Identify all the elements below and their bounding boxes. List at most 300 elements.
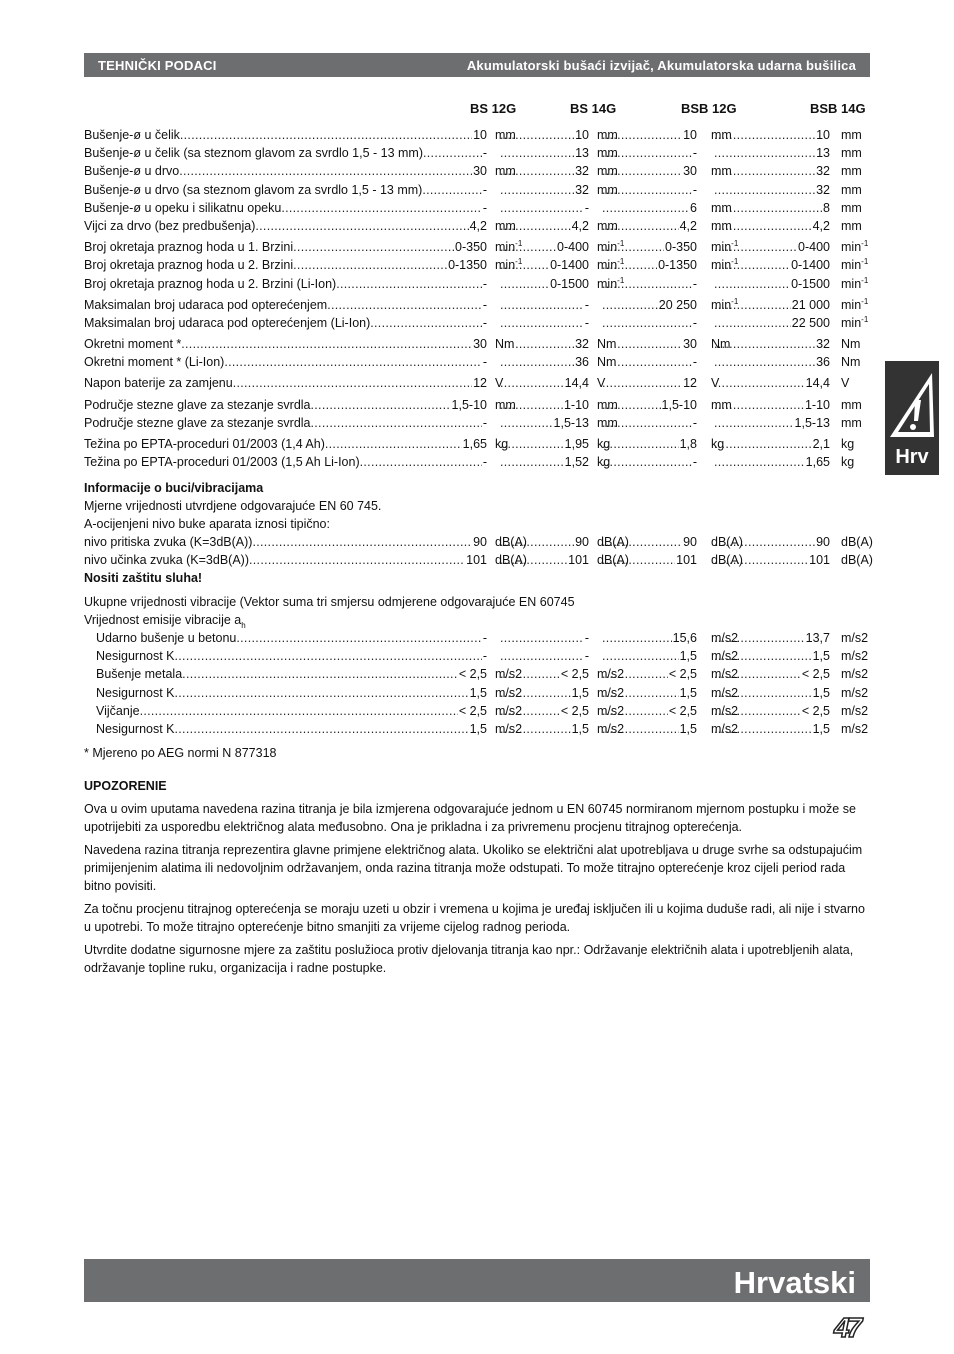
row-unit: kg (597, 437, 611, 451)
value-cell (84, 335, 487, 353)
row-label: Bušenje-ø u opeku i silikatnu opeku (84, 200, 282, 215)
value-cell (84, 414, 487, 432)
row-value: - (692, 146, 697, 161)
row-value: - (584, 200, 589, 215)
value-cell (500, 181, 589, 199)
row-unit: m/s2 (597, 685, 625, 700)
value-cell (84, 238, 487, 256)
dot-leader (500, 435, 564, 453)
dot-leader (602, 396, 661, 414)
row-value: 90 (575, 535, 589, 549)
row-unit: mm (597, 146, 618, 161)
row-unit: kg (841, 455, 855, 470)
row-unit: mm (597, 164, 618, 179)
value-cell (500, 275, 589, 293)
row-unit: m/s2 (841, 703, 869, 718)
dot-leader (327, 296, 482, 314)
dot-leader (500, 684, 571, 702)
dot-leader (602, 684, 679, 702)
dot-leader (714, 314, 791, 332)
row-value: 15,6 (672, 631, 697, 645)
spec-row (84, 199, 874, 217)
dot-leader (602, 702, 668, 720)
row-unit: mm (597, 218, 618, 233)
row-unit: V (711, 376, 720, 391)
spec-row (84, 217, 874, 235)
noise-heading: Informacije o buci/vibracijama (84, 481, 264, 495)
value-cell (500, 217, 589, 235)
row-unit: $\min^{-1}$ (711, 239, 739, 255)
row-value: 32 (575, 182, 589, 197)
language-side-tab (885, 361, 939, 475)
row-label: Težina po EPTA-proceduri 01/2003 (1,4 Ah) (84, 437, 325, 451)
row-value: - (482, 297, 487, 312)
row-label: Okretni moment * (Li-Ion) (84, 355, 225, 370)
value-cell (714, 256, 830, 274)
dot-leader (175, 684, 469, 702)
row-value: 30 (473, 164, 487, 179)
row-unit: mm (495, 128, 516, 142)
row-label: nivo učinka zvuka (K=3dB(A)) (84, 553, 250, 568)
value-cell (714, 199, 830, 217)
dot-leader (714, 533, 815, 551)
row-unit: m/s2 (711, 721, 739, 736)
dot-leader (602, 144, 692, 162)
row-value: 90 (683, 535, 697, 549)
value-cell (500, 144, 589, 162)
row-unit: m/s2 (495, 685, 523, 700)
row-value: < 2,5 (801, 703, 830, 718)
warning-paragraph: Za točnu procjenu titrajnog opterećenja se moraju uzeti u obzir i vremena u kojima je uređaj isključen ili u kojima duduše radi, ali nije i stvarno u upotrebi. To može titrajno opterećenje bitno smanjiti za vrijeme cijelog radnog perioda. (84, 902, 865, 934)
row-value: 90 (816, 535, 830, 549)
row-value: 4,2 (679, 218, 697, 233)
row-unit: mm (711, 128, 732, 142)
row-value: - (482, 200, 487, 215)
row-unit: $\min^{-1}$ (711, 257, 739, 273)
row-unit: Nm (841, 355, 861, 370)
value-cell (714, 162, 830, 180)
row-unit: V (841, 376, 850, 391)
value-cell (96, 702, 487, 720)
row-unit: Nm (711, 337, 731, 352)
dot-leader (714, 647, 812, 665)
row-value: 0-350 (665, 240, 697, 255)
value-cell (714, 414, 830, 432)
row-value: 1,5-10 (451, 397, 487, 412)
row-value: 8 (823, 200, 830, 215)
row-unit: kg (597, 455, 611, 470)
value-cell (714, 374, 830, 392)
row-unit: mm (841, 164, 862, 179)
value-cell (84, 162, 487, 180)
dot-leader (140, 702, 458, 720)
row-value: < 2,5 (668, 667, 697, 682)
row-unit: dB(A) (495, 535, 527, 549)
row-value: - (482, 455, 487, 470)
spec-row (84, 396, 874, 414)
value-cell (714, 453, 830, 471)
dot-leader (602, 275, 692, 293)
value-cell (500, 414, 589, 432)
row-value: 10 (683, 128, 697, 142)
row-unit: m/s2 (841, 649, 869, 664)
row-value: 22 500 (791, 315, 830, 330)
value-cell (602, 396, 697, 414)
spec-table (84, 126, 874, 471)
row-value: 101 (568, 553, 589, 568)
row-value: - (692, 355, 697, 370)
dot-leader (714, 453, 805, 471)
row-value: 0-1500 (791, 276, 830, 291)
value-cell (500, 453, 589, 471)
row-label: Nesigurnost K (96, 649, 175, 664)
noise-rows (84, 533, 874, 569)
row-unit: mm (597, 415, 618, 430)
value-cell (714, 144, 830, 162)
value-cell (500, 551, 589, 569)
row-value: 6 (690, 200, 697, 215)
value-cell (714, 126, 830, 144)
row-label: Bušenje-ø u drvo (84, 164, 180, 179)
row-label: Vijci za drvo (bez predbušenja) (84, 218, 256, 233)
value-cell (602, 533, 697, 551)
value-cell (500, 126, 589, 144)
value-cell (84, 256, 487, 274)
row-value: - (482, 649, 487, 664)
dot-leader (311, 414, 482, 432)
dot-leader (175, 720, 469, 738)
dot-leader (714, 720, 812, 738)
row-value: 1,5 (812, 721, 830, 736)
row-value: 0-400 (557, 240, 589, 255)
row-value: 1-10 (804, 397, 830, 412)
value-cell (500, 396, 589, 414)
row-value: 101 (809, 553, 830, 568)
value-cell (602, 217, 697, 235)
row-unit: $\min^{-1}$ (711, 296, 739, 312)
dot-leader (602, 181, 692, 199)
warning-heading: UPOZORENIE (84, 779, 167, 793)
row-unit: mm (597, 182, 618, 197)
spec-row (84, 374, 874, 392)
row-value: - (482, 355, 487, 370)
row-unit: m/s2 (597, 667, 625, 682)
spec-row (84, 453, 874, 471)
row-value: < 2,5 (458, 667, 487, 682)
row-value: 12 (473, 376, 487, 391)
row-value: - (482, 276, 487, 291)
row-value: 0-1500 (550, 276, 589, 291)
row-unit: $\min^{-1}$ (841, 275, 869, 291)
row-value: 1,5-10 (661, 397, 697, 412)
row-label: Nesigurnost K (96, 721, 175, 736)
row-value: 1,5-13 (794, 415, 830, 430)
value-cell (96, 647, 487, 665)
row-value: 4,2 (812, 218, 830, 233)
value-cell (84, 533, 487, 551)
header-bar (84, 53, 870, 77)
row-unit: $\min^{-1}$ (597, 239, 625, 255)
dot-leader (602, 374, 682, 392)
value-cell (714, 702, 830, 720)
row-unit: dB(A) (841, 535, 873, 549)
product-title: Akumulatorski bušaći izvijač, Akumulatorska udarna bušilica (466, 57, 856, 73)
row-value: < 2,5 (560, 667, 589, 682)
row-unit: V (597, 376, 606, 391)
dot-leader (714, 162, 815, 180)
value-cell (84, 144, 487, 162)
dot-leader (500, 665, 560, 683)
row-value: 4,2 (469, 218, 487, 233)
row-value: - (482, 415, 487, 430)
row-value: 36 (575, 355, 589, 370)
row-value: - (584, 631, 589, 645)
dot-leader (602, 335, 682, 353)
value-cell (602, 720, 697, 738)
noise-section (84, 479, 874, 587)
spec-row (84, 275, 874, 293)
row-unit: mm (711, 164, 732, 179)
row-unit: mm (841, 415, 862, 430)
row-value: 1,65 (805, 455, 830, 470)
row-value: < 2,5 (458, 703, 487, 718)
row-value: 1,95 (564, 437, 589, 451)
dot-leader (500, 374, 564, 392)
dot-leader (714, 551, 808, 569)
row-label: Bušenje-ø u drvo (sa steznom glavom za svrdlo 1,5 - 13 mm) (84, 182, 423, 197)
row-label: Napon baterije za zamjenu (84, 376, 233, 391)
row-unit: dB(A) (711, 553, 743, 568)
row-label: Bušenje-ø u čelik (sa steznom glavom za svrdlo 1,5 - 13 mm) (84, 146, 424, 161)
value-cell (714, 720, 830, 738)
value-cell (500, 256, 589, 274)
dot-leader (602, 453, 692, 471)
dot-leader (602, 533, 682, 551)
dot-leader (224, 353, 482, 371)
footer-bar (84, 1259, 870, 1302)
col-head-bs12g: BS 12G (470, 101, 517, 116)
row-unit: m/s2 (495, 721, 523, 736)
row-label: Bušenje-ø u čelik (84, 128, 180, 142)
value-cell (500, 238, 589, 256)
row-unit: mm (841, 397, 862, 412)
dot-leader (236, 629, 481, 647)
row-value: - (482, 631, 487, 645)
value-cell (602, 181, 697, 199)
row-value: 13,7 (805, 631, 830, 645)
col-head-bs14g: BS 14G (570, 101, 617, 116)
dot-leader (281, 199, 481, 217)
row-label: Broj okretaja praznog hoda u 1. Brzini (84, 240, 294, 255)
row-unit: $\min^{-1}$ (597, 275, 625, 291)
dot-leader (293, 238, 454, 256)
row-label: Broj okretaja praznog hoda u 2. Brzini (84, 258, 294, 273)
value-cell (500, 702, 589, 720)
row-label: Područje stezne glave za stezanje svrdla (84, 397, 311, 412)
row-unit: m/s2 (841, 721, 869, 736)
value-cell (84, 314, 487, 332)
dot-leader (500, 296, 584, 314)
row-value: - (584, 315, 589, 330)
dot-leader (500, 353, 574, 371)
dot-leader (714, 684, 812, 702)
dot-leader (500, 414, 553, 432)
row-label: nivo pritiska zvuka (K=3dB(A)) (84, 535, 253, 549)
value-cell (714, 275, 830, 293)
dot-leader (500, 199, 584, 217)
dot-leader (500, 453, 564, 471)
value-cell (500, 353, 589, 371)
vibration-rows (84, 629, 874, 738)
column-headers (0, 101, 954, 119)
spec-row (84, 353, 874, 371)
vibration-line-1: Ukupne vrijednosti vibracije (Vektor suma tri smjersu odmjerene odgovarajuće EN 60745 (84, 595, 575, 609)
dot-leader (500, 217, 571, 235)
spec-row (84, 684, 874, 702)
dot-leader (602, 665, 668, 683)
page-number: 47 (834, 1312, 860, 1343)
row-unit: m/s2 (711, 685, 739, 700)
dot-leader (714, 256, 790, 274)
value-cell (500, 684, 589, 702)
spec-row (84, 414, 874, 432)
dot-leader (602, 551, 675, 569)
value-cell (84, 435, 487, 453)
row-unit: $\min^{-1}$ (841, 296, 869, 312)
spec-row (84, 296, 874, 314)
dot-leader (179, 162, 472, 180)
value-cell (500, 162, 589, 180)
spec-row (84, 144, 874, 162)
row-label: Maksimalan broj udaraca pod opterećenjem (Li-Ion) (84, 315, 371, 330)
value-cell (714, 314, 830, 332)
spec-row (84, 314, 874, 332)
value-cell (500, 314, 589, 332)
dot-leader (714, 144, 815, 162)
vibration-section (84, 593, 874, 762)
value-cell (602, 647, 697, 665)
row-unit: Nm (597, 355, 617, 370)
value-cell (602, 162, 697, 180)
row-unit: m/s2 (495, 703, 523, 718)
row-value: 1,5 (571, 685, 589, 700)
row-unit: dB(A) (841, 553, 873, 568)
dot-leader (714, 665, 801, 683)
value-cell (602, 665, 697, 683)
value-cell (84, 551, 487, 569)
value-cell (84, 126, 487, 144)
dot-leader (500, 181, 574, 199)
dot-leader (423, 144, 482, 162)
dot-leader (602, 199, 689, 217)
dot-leader (180, 126, 472, 144)
value-cell (602, 374, 697, 392)
value-cell (500, 374, 589, 392)
row-label: Udarno bušenje u betonu (96, 631, 237, 645)
warning-paragraph: Utvrdite dodatne sigurnosne mjere za zaštitu poslužioca protiv djelovanja titranja kao npr.: Održavanje električnih alata i upotrebljenih alata, održavanje topline ruku, organizacija i radne postupke. (84, 943, 854, 975)
row-label: Područje stezne glave za stezanje svrdla (84, 415, 311, 430)
row-label: Maksimalan broj udaraca pod opterećenjem (84, 297, 328, 312)
value-cell (602, 314, 697, 332)
row-label: Bušenje metala (96, 667, 183, 682)
dot-leader (182, 665, 458, 683)
row-value: 1,65 (462, 437, 487, 451)
value-cell (96, 629, 487, 647)
row-value: < 2,5 (801, 667, 830, 682)
dot-leader (500, 551, 567, 569)
dot-leader (311, 396, 451, 414)
row-value: 14,4 (805, 376, 830, 391)
value-cell (500, 296, 589, 314)
dot-leader (336, 275, 482, 293)
dot-leader (175, 647, 482, 665)
row-value: - (692, 315, 697, 330)
dot-leader (714, 435, 812, 453)
dot-leader (714, 335, 815, 353)
value-cell (500, 335, 589, 353)
dot-leader (714, 126, 815, 144)
dot-leader (500, 702, 560, 720)
row-unit: m/s2 (597, 703, 625, 718)
value-cell (500, 720, 589, 738)
row-value: 10 (473, 128, 487, 142)
spec-row (84, 162, 874, 180)
value-cell (714, 181, 830, 199)
row-value: 2,1 (812, 437, 830, 451)
value-cell (714, 217, 830, 235)
dot-leader (602, 217, 679, 235)
row-label: Nesigurnost K (96, 685, 175, 700)
value-cell (602, 414, 697, 432)
value-cell (714, 533, 830, 551)
dot-leader (602, 238, 664, 256)
dot-leader (714, 181, 815, 199)
row-value: 0-1350 (658, 258, 697, 273)
row-unit: m/s2 (711, 667, 739, 682)
row-value: 1,5 (679, 721, 697, 736)
row-value: 1,5 (679, 685, 697, 700)
spec-row (84, 551, 874, 569)
warning-section (84, 777, 874, 982)
row-unit: mm (495, 164, 516, 179)
row-unit: kg (711, 437, 725, 451)
row-unit: m/s2 (841, 685, 869, 700)
row-value: 12 (683, 376, 697, 391)
dot-leader (602, 162, 682, 180)
row-unit: $\min^{-1}$ (841, 257, 869, 273)
spec-row (84, 238, 874, 256)
dot-leader (602, 256, 657, 274)
row-value: 13 (575, 146, 589, 161)
row-unit: Nm (597, 337, 617, 352)
row-unit: m/s2 (711, 703, 739, 718)
dot-leader (602, 647, 679, 665)
row-value: - (692, 455, 697, 470)
row-unit: m/s2 (841, 667, 869, 682)
row-label: Težina po EPTA-proceduri 01/2003 (1,5 Ah Li-Ion) (84, 455, 360, 470)
dot-leader (500, 629, 584, 647)
value-cell (714, 435, 830, 453)
col-head-bsb14g: BSB 14G (810, 101, 866, 116)
value-cell (602, 629, 697, 647)
dot-leader (714, 374, 805, 392)
row-unit: $\min^{-1}$ (841, 314, 869, 330)
value-cell (84, 374, 487, 392)
dot-leader (714, 414, 794, 432)
dot-leader (500, 256, 549, 274)
row-unit: m/s2 (495, 667, 523, 682)
warning-triangle-icon (888, 367, 936, 441)
